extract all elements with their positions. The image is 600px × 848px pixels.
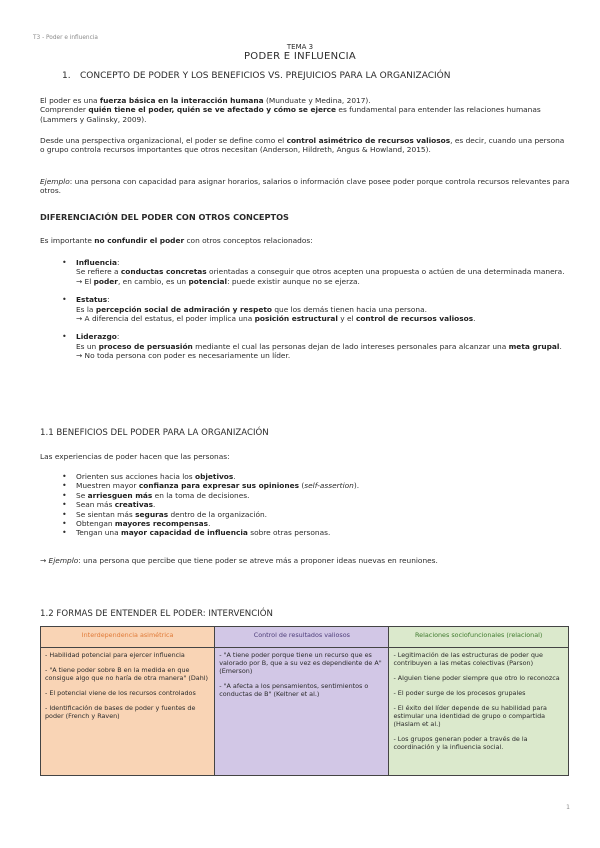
- table-cell-item: - Habilidad potencial para ejercer influencia: [45, 651, 185, 659]
- table-cell-item: - "A tiene poder sobre B en la medida en que consigue algo que no haría de otra manera" (Dahl): [45, 666, 209, 682]
- paragraph-organizational-perspective: Desde una perspectiva organizacional, el poder se define como el control asimétrico de recursos valiosos, es decir, cuando una persona o grupo controla recursos importantes que otros necesitan (Anderson, Hildreth, Angus & Howland, 2015).: [40, 136, 565, 155]
- list-item-leadership: • Liderazgo: Es un proceso de persuasión mediante el cual las personas dejan de lado intereses personales para alcanzar una meta grupal. → No toda persona con poder es necesariamente un líder.: [62, 332, 568, 360]
- table-cell-item: - Legitimación de las estructuras de poder que contribuyen a las metas colectivas (Parson): [393, 651, 543, 667]
- list-item-influence: • Influencia: Se refiere a conductas concretas orientadas a conseguir que otros acepten una propuesta o actúen de una determinada manera. → El poder, en cambio, es un potencial: puede existir aunque no se ejerza.: [62, 258, 568, 286]
- table-cell-asymmetric-interdependence: [41, 648, 215, 776]
- table-cell-sociofunctional-relations: [389, 648, 569, 776]
- list-item: • Muestren mayor confianza para expresar sus opiniones (self-assertion).: [62, 481, 568, 490]
- section-1-heading: [62, 72, 450, 81]
- table-cell-item: - El potencial viene de los recursos controlados: [45, 689, 196, 697]
- table-cell-item: - El éxito del líder depende de su habilidad para estimular una identidad de grupo o compartida (Haslam et al.): [393, 704, 547, 728]
- table-cell-item: - Los grupos generan poder a través de la coordinación y la influencia social.: [393, 735, 528, 751]
- benefits-list: [62, 472, 568, 538]
- forms-of-power-table: [40, 626, 569, 776]
- list-item: • Se sientan más seguras dentro de la organización.: [62, 510, 568, 519]
- table-cell-item: - Alguien tiene poder siempre que otro lo reconozca: [393, 674, 560, 682]
- list-item: • Se arriesguen más en la toma de decisiones.: [62, 491, 568, 500]
- section-1-number: 1.: [62, 71, 71, 81]
- table-cell-item: - "A afecta a los pensamientos, sentimientos o conductas de B" (Keltner et al.): [219, 682, 369, 698]
- list-item-status: • Estatus: Es la percepción social de admiración y respeto que los demás tienen hacia una persona. → A diferencia del estatus, el poder implica una posición estructural y el control de recursos valiosos.: [62, 295, 568, 323]
- table-cell-control-of-valuable-outcomes: [215, 648, 389, 776]
- running-head: T3 - Poder e influencia: [33, 35, 98, 41]
- list-item: • Tengan una mayor capacidad de influencia sobre otras personas.: [62, 528, 568, 537]
- section-1-title: CONCEPTO DE PODER Y LOS BENEFICIOS VS. PREJUICIOS PARA LA ORGANIZACIÓN: [80, 71, 451, 81]
- benefits-example: → Ejemplo: una persona que percibe que tiene poder se atreve más a proponer ideas nuevas en reuniones.: [40, 556, 438, 565]
- topic-number: TEMA 3: [286, 43, 314, 51]
- concepts-list: [62, 258, 568, 361]
- page-number: 1: [566, 804, 570, 811]
- table-cell-item: - El poder surge de los procesos grupales: [393, 689, 526, 697]
- table-cell-item: - "A tiene poder porque tiene un recurso que es valorado por B, que a su vez es dependiente de A" (Emerson): [219, 651, 382, 675]
- list-item: • Obtengan mayores recompensas.: [62, 519, 568, 528]
- table-header-control-of-valuable-outcomes: Control de resultados valiosos: [215, 627, 389, 648]
- table-cell-item: - Identificación de bases de poder y fuentes de poder (French y Raven): [45, 704, 196, 720]
- table-header-asymmetric-interdependence: Interdependencia asimétrica: [41, 627, 215, 648]
- differentiation-heading: DIFERENCIACIÓN DEL PODER CON OTROS CONCEPTOS: [40, 212, 289, 222]
- benefits-heading: 1.1 BENEFICIOS DEL PODER PARA LA ORGANIZACIÓN: [40, 428, 269, 438]
- forms-heading: 1.2 FORMAS DE ENTENDER EL PODER: INTERVENCIÓN: [40, 609, 273, 619]
- benefits-intro: Las experiencias de poder hacen que las personas:: [40, 452, 230, 461]
- list-item: • Sean más creativas.: [62, 500, 568, 509]
- paragraph-power-definition: El poder es una fuerza básica en la interacción humana (Munduate y Medina, 2017). Comprender quién tiene el poder, quién se ve afectado y cómo se ejerce es fundamental para entender las relaciones humanas (Lammers y Galinsky, 2009).: [40, 96, 541, 124]
- topic-title: PODER E INFLUENCIA: [243, 51, 357, 62]
- list-item: • Orienten sus acciones hacia los objetivos.: [62, 472, 568, 481]
- differentiation-intro: Es importante no confundir el poder con otros conceptos relacionados:: [40, 236, 313, 245]
- paragraph-example: Ejemplo: una persona con capacidad para asignar horarios, salarios o información clave posee poder porque controla recursos relevantes para otros.: [40, 177, 570, 196]
- table-header-sociofunctional-relations: Relaciones sociofuncionales (relacional): [389, 627, 569, 648]
